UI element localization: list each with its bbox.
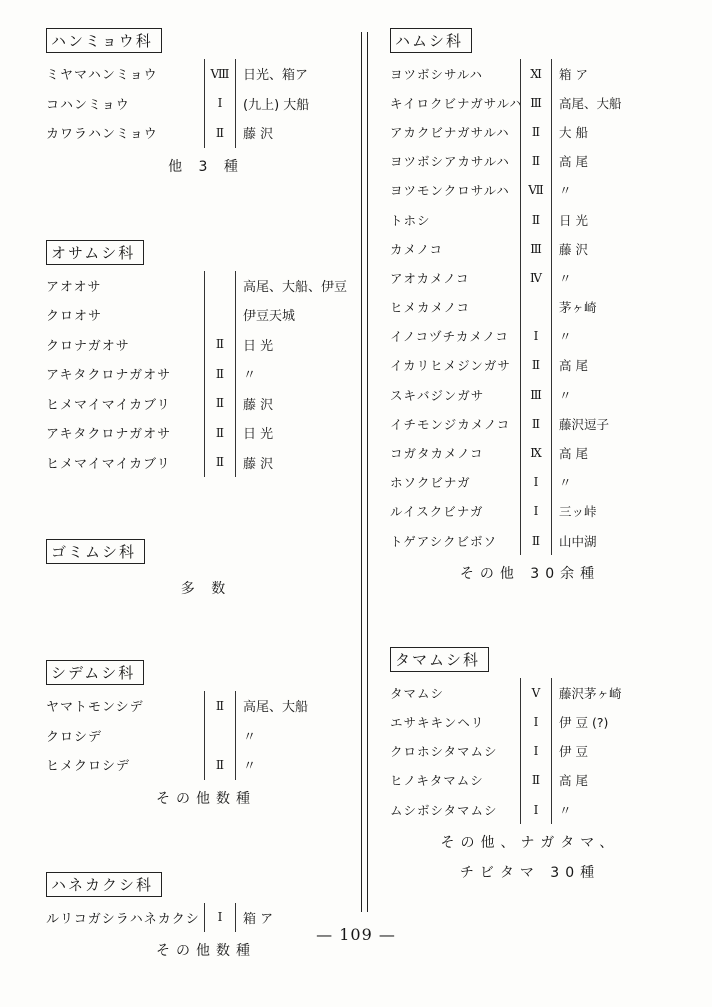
species-row — [390, 117, 670, 146]
section-note: 多 数 — [180, 581, 232, 597]
species-name: キイロクビナガサルハ — [390, 95, 523, 111]
locality: (九上) 大船 — [243, 97, 310, 113]
species-name: アキタクロナガオサ — [46, 368, 172, 384]
column-rule — [204, 271, 205, 301]
locality: 日光、箱ア — [243, 68, 309, 84]
species-row — [46, 59, 366, 89]
locality: 〃 — [559, 329, 572, 345]
record-code: Ⅰ — [533, 744, 539, 759]
species-row — [46, 89, 366, 119]
locality: 高 尾 — [559, 154, 588, 170]
species-name: ムシボシタマムシ — [390, 802, 498, 818]
locality: 大 船 — [559, 124, 588, 140]
locality: 高 尾 — [559, 773, 588, 789]
locality: 日 光 — [559, 212, 588, 228]
species-name: タマムシ — [390, 685, 445, 701]
species-name: エサキキンヘリ — [390, 714, 485, 730]
section-note: その他数種 — [156, 790, 256, 807]
record-code: Ⅸ — [530, 446, 542, 461]
species-name: ミヤマハンミョウ — [46, 68, 158, 84]
locality: 伊 豆 (?) — [559, 714, 609, 730]
species-row — [46, 271, 366, 301]
locality: 伊豆天城 — [243, 309, 296, 325]
record-code: Ⅱ — [215, 125, 225, 140]
species-row — [390, 678, 670, 707]
record-code: Ⅰ — [533, 329, 539, 344]
species-row — [390, 766, 670, 795]
locality: 〃 — [559, 475, 572, 491]
species-list — [390, 59, 670, 555]
species-list — [46, 271, 366, 478]
family-section — [46, 240, 366, 478]
species-row — [390, 147, 670, 176]
family-section — [390, 647, 670, 888]
locality: 〃 — [559, 802, 572, 818]
section-note: その他 30余種 — [459, 566, 601, 583]
species-row — [390, 351, 670, 380]
record-code: Ⅳ — [530, 270, 542, 285]
species-row — [46, 359, 366, 389]
species-name: アキタクロナガオサ — [46, 427, 172, 443]
column-rule — [204, 300, 205, 330]
record-code: Ⅺ — [530, 66, 542, 81]
species-row — [390, 234, 670, 263]
species-row — [46, 300, 366, 330]
record-code: Ⅱ — [531, 533, 541, 548]
record-code: Ⅷ — [210, 66, 230, 81]
species-row — [46, 691, 366, 721]
locality: 伊 豆 — [559, 744, 588, 760]
section-note: その他数種 — [156, 943, 256, 959]
family-title: ハネカクシ科 — [46, 872, 162, 897]
species-row — [46, 330, 366, 360]
family-section — [46, 539, 366, 604]
species-name: ヒメマイマイカブリ — [46, 397, 171, 413]
record-code: Ⅰ — [533, 714, 539, 729]
locality: 藤沢茅ヶ崎 — [559, 685, 622, 701]
species-name: アオカメノコ — [390, 270, 470, 286]
species-row — [46, 389, 366, 419]
species-name: ヤマトモンシデ — [46, 700, 144, 716]
species-row — [46, 721, 366, 751]
species-name: イチモンジカメノコ — [390, 416, 511, 432]
record-code: Ⅱ — [215, 337, 225, 352]
locality: 箱 ア — [559, 66, 588, 82]
species-name: クロシデ — [46, 729, 103, 745]
species-row — [390, 322, 670, 351]
column-rule — [520, 293, 521, 322]
species-name: トホシ — [390, 212, 431, 228]
record-code: Ⅱ — [531, 773, 541, 788]
species-row — [46, 750, 366, 780]
locality: 〃 — [559, 387, 572, 403]
family-title: ゴミムシ科 — [46, 539, 145, 564]
species-name: イカリヒメジンガサ — [390, 358, 511, 374]
species-name: ヒメマイマイカブリ — [46, 456, 171, 472]
species-name: カワラハンミョウ — [46, 127, 158, 143]
species-row — [390, 795, 670, 824]
locality: 日 光 — [243, 338, 274, 354]
page-number: — 109 — — [316, 925, 396, 944]
species-row — [390, 497, 670, 526]
record-code: Ⅱ — [531, 154, 541, 169]
species-row — [390, 380, 670, 409]
species-row — [390, 737, 670, 766]
species-row — [390, 205, 670, 234]
record-code: Ⅱ — [215, 455, 225, 470]
record-code: Ⅶ — [528, 183, 544, 198]
locality: 高 尾 — [559, 358, 588, 374]
record-code: Ⅴ — [531, 685, 541, 700]
species-name: トゲアシクビボソ — [390, 533, 498, 549]
locality: 藤 沢 — [559, 241, 588, 257]
species-name: スキバジンガサ — [390, 387, 485, 403]
record-code: Ⅲ — [530, 95, 542, 110]
species-row — [390, 707, 670, 736]
species-row — [390, 59, 670, 88]
record-code: Ⅰ — [533, 475, 539, 490]
species-row — [390, 409, 670, 438]
record-code: Ⅰ — [217, 910, 223, 925]
locality: 高尾、大船 — [243, 700, 309, 716]
column-rule — [204, 721, 205, 751]
locality: 高尾、大船、伊豆 — [243, 279, 348, 295]
family-title: ハンミョウ科 — [46, 28, 162, 53]
record-code: Ⅱ — [215, 366, 225, 381]
record-code: Ⅱ — [531, 416, 541, 431]
species-row — [46, 448, 366, 478]
species-name: ヒメクロシデ — [46, 759, 131, 775]
locality: 〃 — [243, 729, 257, 745]
left-column — [46, 28, 366, 966]
record-code: Ⅱ — [215, 757, 225, 772]
species-name: イノコヅチカメノコ — [390, 329, 509, 345]
locality: 三ッ峠 — [559, 504, 597, 520]
species-row — [390, 176, 670, 205]
species-name: アオオサ — [46, 279, 102, 295]
locality: 〃 — [559, 270, 572, 286]
record-code: Ⅱ — [531, 124, 541, 139]
locality: 山中湖 — [559, 533, 597, 549]
locality: 藤 沢 — [243, 397, 274, 413]
family-title: オサムシ科 — [46, 240, 144, 265]
species-name: クロナガオサ — [46, 338, 130, 354]
record-code: Ⅱ — [531, 212, 541, 227]
family-section — [46, 660, 366, 814]
species-row — [46, 118, 366, 148]
locality: 〃 — [243, 759, 257, 775]
species-row — [46, 418, 366, 448]
family-section — [46, 28, 366, 182]
species-row — [390, 263, 670, 292]
locality: 日 光 — [243, 427, 274, 443]
species-name: コガタカメノコ — [390, 446, 484, 462]
record-code: Ⅱ — [215, 698, 225, 713]
species-name: ヨツボシサルハ — [390, 66, 484, 82]
locality: 藤 沢 — [243, 127, 274, 143]
locality: 高 尾 — [559, 446, 588, 462]
record-code: Ⅰ — [217, 96, 223, 111]
species-name: ヒノキタマムシ — [390, 773, 484, 789]
species-name: クロホシタマムシ — [390, 744, 498, 760]
species-name: コハンミョウ — [46, 97, 130, 113]
locality: 〃 — [559, 183, 572, 199]
species-row — [390, 526, 670, 555]
section-note: その他、ナガタマ、 チビタマ 30種 — [440, 835, 620, 882]
locality: 箱 ア — [243, 911, 274, 927]
species-list — [46, 59, 366, 148]
species-name: クロオサ — [46, 309, 103, 325]
record-code: Ⅲ — [530, 387, 542, 402]
locality: 藤沢逗子 — [559, 416, 610, 432]
species-name: ヒメカメノコ — [390, 300, 471, 316]
species-row — [390, 88, 670, 117]
species-name: ルリコガシラハネカクシ — [46, 911, 200, 927]
double-column-divider — [361, 32, 373, 912]
species-name: ルイスクビナガ — [390, 504, 484, 520]
species-list — [390, 678, 670, 824]
record-code: Ⅱ — [531, 358, 541, 373]
family-section — [46, 872, 366, 967]
species-row — [390, 293, 670, 322]
species-list — [46, 691, 366, 780]
family-title: タマムシ科 — [390, 647, 489, 672]
record-code: Ⅲ — [530, 241, 542, 256]
species-row — [390, 438, 670, 467]
record-code: Ⅰ — [533, 504, 539, 519]
locality: 高尾、大船 — [559, 95, 622, 111]
right-column — [390, 28, 670, 888]
family-title: シデムシ科 — [46, 660, 144, 685]
species-name: ホソクビナガ — [390, 475, 471, 491]
section-note: 他 3 種 — [168, 158, 244, 175]
locality: 茅ヶ崎 — [559, 300, 597, 316]
species-name: アカクビナガサルハ — [390, 124, 510, 140]
species-row — [390, 468, 670, 497]
locality: 藤 沢 — [243, 456, 274, 472]
species-name: ヨツモンクロサルハ — [390, 183, 510, 199]
record-code: Ⅱ — [215, 425, 225, 440]
species-name: カメノコ — [390, 241, 444, 257]
record-code: Ⅰ — [533, 802, 539, 817]
species-name: ヨツボシアカサルハ — [390, 154, 510, 170]
family-title: ハムシ科 — [390, 28, 472, 53]
locality: 〃 — [243, 368, 257, 384]
family-section — [390, 28, 670, 589]
record-code: Ⅱ — [215, 396, 225, 411]
